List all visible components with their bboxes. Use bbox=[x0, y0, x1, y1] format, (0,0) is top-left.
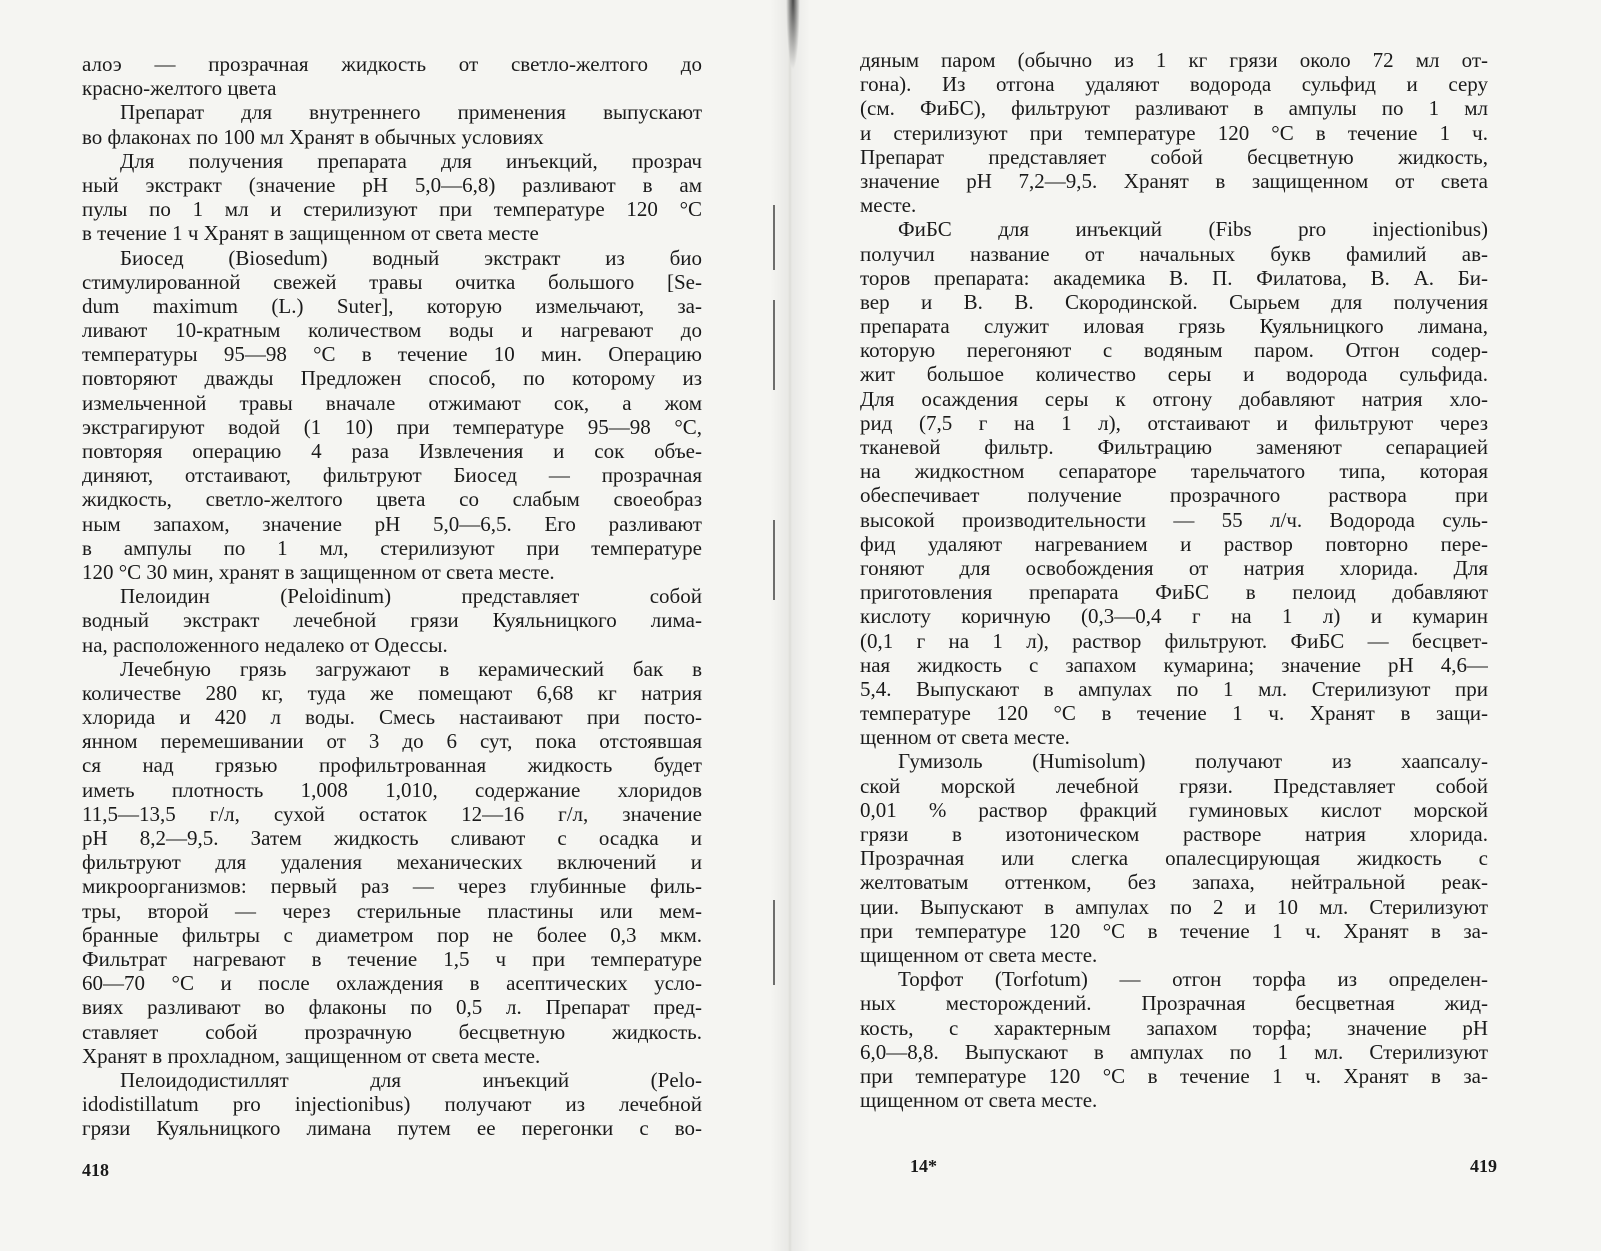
text-line: Пелоидин (Peloidinum) представляет собой bbox=[120, 584, 702, 609]
text-line: грязи Куяльницкого лимана путем ее перегонки с во- bbox=[82, 1116, 702, 1141]
text-line: повторяют дважды Предложен способ, по которому из bbox=[82, 366, 702, 391]
text-line: получил название от начальных букв фамилий ав- bbox=[860, 241, 1488, 266]
text-line: Пелоидодистиллят для инъекций (Pelo- bbox=[120, 1067, 702, 1092]
text-line: кислоту коричную (0,3—0,4 г на 1 л) и кумарин bbox=[860, 604, 1488, 629]
text-line: хлорида и 420 л воды. Смесь настаивают при посто- bbox=[82, 705, 702, 730]
text-line: Гумизоль (Humisolum) получают из хаапсалу- bbox=[898, 749, 1488, 774]
text-line: препарата служит иловая грязь Куяльницкого лимана, bbox=[860, 314, 1488, 339]
text-line: количестве 280 кг, туда же помещают 6,68 кг натрия bbox=[82, 680, 702, 705]
text-line: виях разливают во флаконы по 0,5 л. Препарат пред- bbox=[82, 995, 702, 1020]
text-line: стимулированной свежей травы очитка большого [Se- bbox=[82, 269, 702, 294]
text-line: щищенном от света месте. bbox=[860, 942, 1098, 967]
text-line: Прозрачная или слегка опалесцирующая жидкость с bbox=[860, 846, 1488, 871]
gutter-shadow bbox=[786, 0, 800, 70]
text-line: которую перегоняют с водяным паром. Отгон содер- bbox=[860, 338, 1488, 363]
text-line: Торфот (Torfotum) — отгон торфа из определен- bbox=[898, 967, 1488, 992]
text-line: вер и В. В. Скородинской. Сырьем для получения bbox=[860, 289, 1488, 314]
text-line: ции. Выпускают в ампулах по 2 и 10 мл. Стерилизуют bbox=[860, 894, 1488, 919]
text-line: жидкость, светло-желтого цвета со слабым своеобраз bbox=[82, 487, 702, 512]
text-line: пулы по 1 мл и стерилизуют при температуре 120 °C bbox=[82, 197, 702, 222]
text-line: ным запахом, значение pH 5,0—6,5. Его разливают bbox=[82, 511, 702, 536]
text-line: красно-желтого цвета bbox=[82, 76, 277, 101]
right-page-text bbox=[860, 48, 1488, 1112]
signature-mark: 14* bbox=[910, 1156, 937, 1176]
text-line: желтоватым оттенком, без запаха, нейтральной реак- bbox=[860, 870, 1488, 895]
text-line: Препарат представляет собой бесцветную жидкость, bbox=[860, 144, 1488, 169]
text-line: ФиБС для инъекций (Fibs pro injectionibus) bbox=[898, 217, 1488, 242]
text-line: Фильтрат нагревают в течение 1,5 ч при температуре bbox=[82, 946, 702, 971]
text-line: Для получения препарата для инъекций, прозрач bbox=[120, 148, 702, 173]
text-line: на жидкостном сепараторе тарельчатого типа, которая bbox=[860, 459, 1488, 484]
text-line: ных месторождений. Прозрачная бесцветная жид- bbox=[860, 991, 1488, 1016]
text-line: микроорганизмов: первый раз — через глубинные филь- bbox=[82, 874, 702, 899]
text-line: 0,01 % раствор фракций гуминовых кислот морской bbox=[860, 797, 1488, 822]
text-line: бранные фильтры с диаметром пор не более 0,3 мкм. bbox=[82, 922, 702, 947]
text-line: месте. bbox=[860, 193, 917, 218]
text-line: алоэ — прозрачная жидкость от светло-желтого до bbox=[82, 52, 702, 76]
text-line: idodistillatum pro injectionibus) получают из лечебной bbox=[82, 1092, 702, 1117]
text-line: обеспечивает получение прозрачного раствора при bbox=[860, 483, 1488, 508]
text-line: pH 8,2—9,5. Затем жидкость сливают с осадка и bbox=[82, 826, 702, 850]
text-line: высокой производительности — 55 л/ч. Водорода суль- bbox=[860, 507, 1488, 532]
text-line: Лечебную грязь загружают в керамический бак в bbox=[120, 656, 702, 681]
text-line: фильтруют для удаления механических включений и bbox=[82, 850, 702, 875]
text-line: Биосед (Biosedum) водный экстракт из био bbox=[120, 245, 702, 270]
text-line: рид (7,5 г на 1 л), отстаивают и фильтруют через bbox=[860, 410, 1488, 435]
text-line: фид удаляют нагреванием и раствор повторно пере- bbox=[860, 531, 1488, 556]
text-line: dum maximum (L.) Suter], которую измельчают, за- bbox=[82, 293, 702, 318]
text-line: Препарат для внутреннего применения выпускают bbox=[120, 100, 702, 125]
text-line: Хранят в прохладном, защищенном от света месте. bbox=[82, 1043, 541, 1068]
text-line: щенном от света месте. bbox=[860, 725, 1070, 750]
text-line: ливают 10-кратным количеством воды и нагревают до bbox=[82, 318, 702, 343]
text-line: 6,0—8,8. Выпускают в ампулах по 1 мл. Стерилизуют bbox=[860, 1039, 1488, 1064]
text-line: 60—70 °C и после охлаждения в асептических усло- bbox=[82, 971, 702, 996]
text-line: повторяя операцию 4 раза Извлечения и сок объе- bbox=[82, 439, 702, 463]
text-line: торов препарата: академика В. П. Филатова, В. А. Би- bbox=[860, 265, 1488, 290]
text-line: в ампулы по 1 мл, стерилизуют при температуре bbox=[82, 535, 702, 560]
text-line: температуре 120 °C в течение 1 ч. Хранят в защи- bbox=[860, 701, 1488, 726]
text-line: (0,1 г на 1 л), раствор фильтруют. ФиБС — бесцвет- bbox=[860, 628, 1488, 653]
text-line: температуры 95—98 °C в течение 10 мин. Операцию bbox=[82, 342, 702, 367]
text-line: при температуре 120 °C в течение 1 ч. Хранят в за- bbox=[860, 918, 1488, 943]
text-line: значение pH 7,2—9,5. Хранят в защищенном от света bbox=[860, 168, 1488, 193]
text-line: на, расположенного недалеко от Одессы. bbox=[82, 632, 448, 657]
text-line: экстрагируют водой (1 10) при температуре 95—98 °C, bbox=[82, 414, 702, 439]
left-page bbox=[0, 0, 780, 1251]
page-number-left: 418 bbox=[82, 1160, 109, 1180]
text-line: измельченной травы вначале отжимают сок, а жом bbox=[82, 390, 702, 415]
text-line: тры, второй — через стерильные пластины или мем- bbox=[82, 898, 702, 923]
text-line: водный экстракт лечебной грязи Куяльницкого лима- bbox=[82, 608, 702, 633]
text-line: диняют, отстаивают, фильтруют Биосед — прозрачная bbox=[82, 463, 702, 488]
text-line: ная жидкость с запахом кумарина; значение pH 4,6— bbox=[860, 652, 1488, 677]
text-line: 5,4. Выпускают в ампулах по 1 мл. Стерилизуют при bbox=[860, 676, 1488, 701]
text-line: кость, с характерным запахом торфа; значение pH bbox=[860, 1015, 1488, 1040]
text-line: и стерилизуют при температуре 120 °C в течение 1 ч. bbox=[860, 120, 1488, 145]
left-page-text bbox=[82, 52, 702, 1140]
text-line: при температуре 120 °C в течение 1 ч. Хранят в за- bbox=[860, 1063, 1488, 1088]
right-page bbox=[800, 0, 1601, 1251]
text-line: тканевой фильтр. Фильтрацию заменяют сепарацией bbox=[860, 435, 1488, 459]
text-line: Для осаждения серы к отгону добавляют натрия хло- bbox=[860, 386, 1488, 411]
text-line: 120 °C 30 мин, хранят в защищенном от света месте. bbox=[82, 559, 555, 584]
page-number-right: 419 bbox=[1470, 1156, 1497, 1176]
text-line: ный экстракт (значение pH 5,0—6,8) разливают в ам bbox=[82, 172, 702, 197]
text-line: ся над грязью профильтрованная жидкость будет bbox=[82, 753, 702, 778]
text-line: гоняют для освобождения от натрия хлорида. Для bbox=[860, 555, 1488, 580]
text-line: янном перемешивании от 3 до 6 сут, пока отстоявшая bbox=[82, 729, 702, 754]
text-line: ской морской лечебной грязи. Представляет собой bbox=[860, 773, 1488, 798]
text-line: иметь плотность 1,008 1,010, содержание хлоридов bbox=[82, 777, 702, 802]
text-line: 11,5—13,5 г/л, сухой остаток 12—16 г/л, значение bbox=[82, 801, 702, 826]
text-line: щищенном от света месте. bbox=[860, 1088, 1098, 1113]
text-line: приготовления препарата ФиБС в пелоид добавляют bbox=[860, 580, 1488, 605]
text-line: в течение 1 ч Хранят в защищенном от света месте bbox=[82, 221, 539, 246]
text-line: гона). Из отгона удаляют водорода сульфид и серу bbox=[860, 72, 1488, 97]
text-line: (см. ФиБС), фильтруют разливают в ампулы по 1 мл bbox=[860, 96, 1488, 121]
text-line: во флаконах по 100 мл Хранят в обычных условиях bbox=[82, 124, 544, 149]
text-line: дяным паром (обычно из 1 кг грязи около 72 мл от- bbox=[860, 48, 1488, 72]
text-line: грязи в изотоническом растворе натрия хлорида. bbox=[860, 822, 1488, 846]
text-line: ставляет собой прозрачную бесцветную жидкость. bbox=[82, 1019, 702, 1044]
text-line: жит большое количество серы и водорода сульфида. bbox=[860, 362, 1488, 387]
